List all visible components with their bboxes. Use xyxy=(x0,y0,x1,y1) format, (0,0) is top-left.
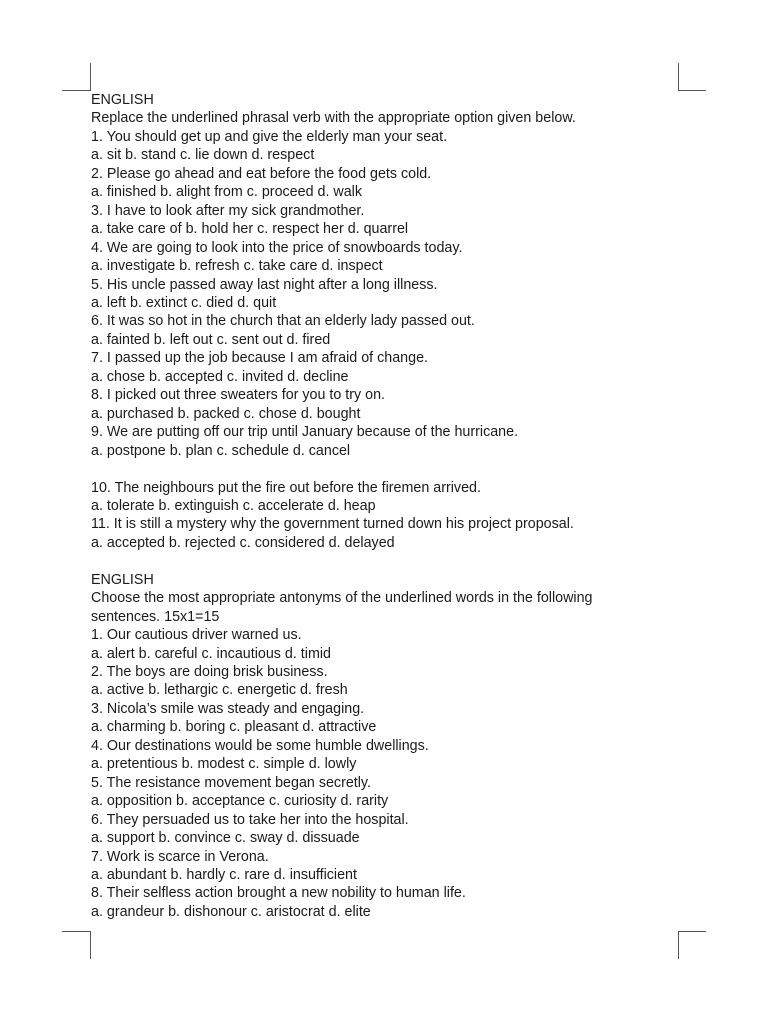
question-text: 3. Nicola’s smile was steady and engaging. xyxy=(91,700,365,717)
question-options: a. abundant b. hardly c. rare d. insufficient xyxy=(91,867,357,883)
question-options: a. purchased b. packed c. chose d. bought xyxy=(91,405,361,422)
question-text: 10. The neighbours put the fire out before the firemen arrived. xyxy=(91,479,481,496)
question-text: 7. Work is scarce in Verona. xyxy=(91,848,269,865)
question-text: 6. They persuaded us to take her into the hospital. xyxy=(91,811,409,828)
question-options: a. chose b. accepted c. invited d. decline xyxy=(91,368,349,385)
section-instruction: Choose the most appropriate antonyms of the underlined words in the following xyxy=(91,590,593,607)
question-list xyxy=(91,479,691,553)
question-options: a. left b. extinct c. died d. quit xyxy=(91,294,277,311)
question-text: 5. The resistance movement began secretly. xyxy=(91,774,371,791)
crop-mark-bottom-left-horizontal xyxy=(62,931,90,932)
question-text: 1. Our cautious driver warned us. xyxy=(91,627,302,644)
question-options: a. pretentious b. modest c. simple d. lowly xyxy=(91,756,357,773)
question-options: a. alert b. careful c. incautious d. timid xyxy=(91,645,331,662)
question-options: a. tolerate b. extinguish c. accelerate d. heap xyxy=(91,497,376,514)
crop-mark-bottom-right-vertical xyxy=(678,931,679,959)
section-instruction-continued: sentences. 15x1=15 xyxy=(91,608,220,625)
question-list xyxy=(91,128,691,460)
question-text: 7. I passed up the job because I am afraid of change. xyxy=(91,350,428,367)
question-options: a. charming b. boring c. pleasant d. attractive xyxy=(91,719,377,736)
question-options: a. sit b. stand c. lie down d. respect xyxy=(91,147,315,164)
question-options: a. postpone b. plan c. schedule d. cancel xyxy=(91,442,351,459)
question-text: 8. Their selfless action brought a new nobility to human life. xyxy=(91,885,466,902)
crop-mark-top-left-horizontal xyxy=(62,90,90,91)
question-text: 11. It is still a mystery why the government turned down his project proposal. xyxy=(91,516,574,533)
question-options: a. opposition b. acceptance c. curiosity d. rarity xyxy=(91,793,389,810)
crop-mark-top-left-vertical xyxy=(90,63,91,91)
question-text: 8. I picked out three sweaters for you to try on. xyxy=(91,387,386,404)
question-text: 2. The boys are doing brisk business. xyxy=(91,664,328,681)
question-list xyxy=(91,626,691,921)
section-instruction: Replace the underlined phrasal verb with the appropriate option given below. xyxy=(91,110,576,127)
blank-line xyxy=(91,552,691,570)
question-text: 4. Our destinations would be some humble dwellings. xyxy=(91,737,429,754)
blank-line xyxy=(91,460,691,478)
question-options: a. finished b. alight from c. proceed d. walk xyxy=(91,184,362,201)
question-options: a. accepted b. rejected c. considered d. delayed xyxy=(91,534,395,551)
section-heading: ENGLISH xyxy=(91,92,154,108)
question-text: 6. It was so hot in the church that an elderly lady passed out. xyxy=(91,313,475,330)
question-options: a. take care of b. hold her c. respect her d. quarrel xyxy=(91,221,409,238)
question-text: 4. We are going to look into the price of snowboards today. xyxy=(91,239,463,256)
question-options: a. support b. convince c. sway d. dissuade xyxy=(91,830,360,847)
question-text: 9. We are putting off our trip until January because of the hurricane. xyxy=(91,424,519,441)
question-options: a. investigate b. refresh c. take care d. inspect xyxy=(91,258,383,275)
question-options: a. active b. lethargic c. energetic d. fresh xyxy=(91,682,348,699)
question-text: 5. His uncle passed away last night after a long illness. xyxy=(91,276,438,293)
question-text: 1. You should get up and give the elderly man your seat. xyxy=(91,128,448,145)
crop-mark-bottom-right-horizontal xyxy=(678,931,706,932)
section-heading: ENGLISH xyxy=(91,571,154,588)
crop-mark-top-right-vertical xyxy=(678,63,679,91)
crop-mark-bottom-left-vertical xyxy=(90,931,91,959)
document-content xyxy=(91,91,691,921)
question-text: 2. Please go ahead and eat before the food gets cold. xyxy=(91,165,432,182)
question-options: a. grandeur b. dishonour c. aristocrat d. elite xyxy=(91,903,371,920)
question-text: 3. I have to look after my sick grandmother. xyxy=(91,202,365,219)
question-options: a. fainted b. left out c. sent out d. fired xyxy=(91,331,331,348)
